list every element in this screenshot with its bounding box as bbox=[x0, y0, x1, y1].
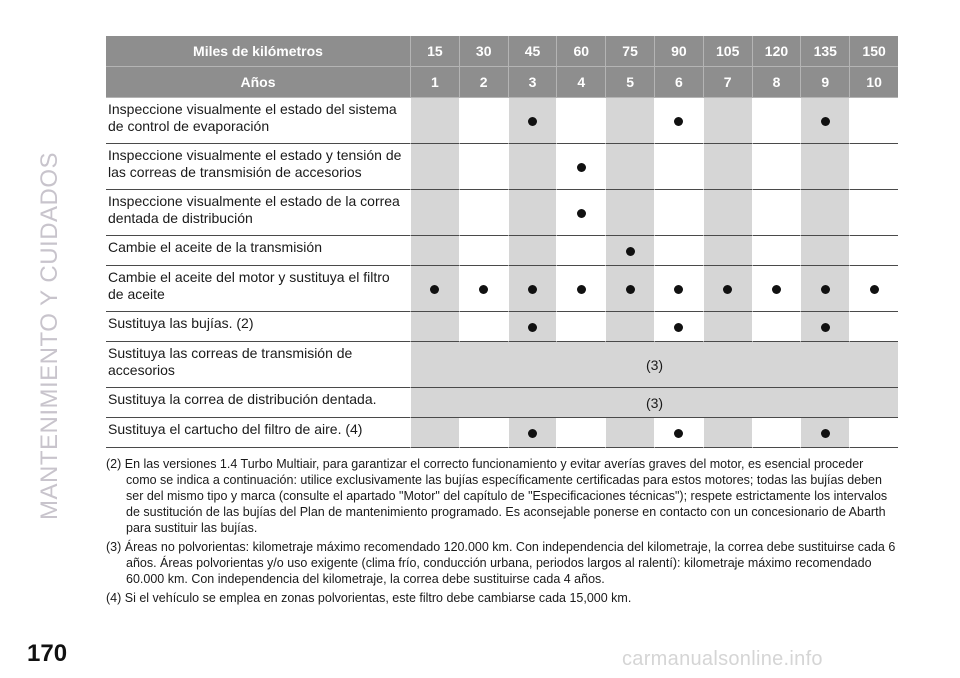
schedule-cell bbox=[605, 418, 654, 448]
header-cell: 30 bbox=[459, 36, 508, 67]
schedule-cell bbox=[849, 236, 898, 266]
schedule-cell bbox=[556, 144, 605, 190]
header-cell: 2 bbox=[459, 67, 508, 98]
service-dot-icon bbox=[577, 285, 586, 294]
service-dot-icon bbox=[674, 429, 683, 438]
schedule-cell bbox=[605, 98, 654, 144]
header-label: Años bbox=[106, 67, 410, 98]
schedule-cell bbox=[752, 266, 801, 312]
schedule-cell bbox=[849, 312, 898, 342]
schedule-cell bbox=[703, 144, 752, 190]
chapter-title: MANTENIMIENTO Y CUIDADOS bbox=[36, 151, 63, 520]
row-label: Inspeccione visualmente el estado del sistema de control de evaporación bbox=[106, 98, 410, 144]
table-row bbox=[106, 312, 898, 342]
schedule-cell bbox=[800, 418, 849, 448]
table-row bbox=[106, 418, 898, 448]
footnote: (2) En las versiones 1.4 Turbo Multiair, para garantizar el correcto funcionamiento y evitar averías graves del motor, es esencial proceder como se indica a continuación: utilice exclusivamente las bujías específicamente certificadas para estos motores; todas las bujías deben ser del mismo tipo y marca (consulte el apartado "Motor" del capítulo de "Especificaciones técnicas"); respete estrictamente los intervalos de sustitución de las bujías del Plan de mantenimiento programado. Es aconsejable ponerse en contacto con un concesionario de Abarth para sustituir las bujías. bbox=[106, 457, 888, 535]
schedule-cell bbox=[410, 266, 459, 312]
service-dot-icon bbox=[821, 323, 830, 332]
service-dot-icon bbox=[674, 285, 683, 294]
header-row bbox=[106, 67, 898, 98]
schedule-cell bbox=[703, 418, 752, 448]
schedule-cell bbox=[654, 266, 703, 312]
footnote: (3) Áreas no polvorientas: kilometraje máximo recomendado 120.000 km. Con independencia del kilometraje, la correa debe sustituirse cada 6 años. Áreas polvorientas y/o uso exigente (clima frío, conducción urbana, periodos largos al ralentí): kilometraje máximo recomendado 60.000 km. Con independencia del kilometraje, la correa debe sustituirse cada 4 años. bbox=[106, 540, 896, 586]
schedule-cell bbox=[605, 144, 654, 190]
service-dot-icon bbox=[821, 285, 830, 294]
service-dot-icon bbox=[821, 429, 830, 438]
schedule-cell bbox=[508, 312, 557, 342]
row-label: Inspeccione visualmente el estado de la correa dentada de distribución bbox=[106, 190, 410, 236]
schedule-cell bbox=[800, 190, 849, 236]
schedule-cell bbox=[459, 266, 508, 312]
schedule-cell bbox=[459, 190, 508, 236]
header-cell: 75 bbox=[605, 36, 654, 67]
schedule-cell bbox=[508, 236, 557, 266]
table-row bbox=[106, 342, 898, 388]
header-cell: 10 bbox=[849, 67, 898, 98]
schedule-cell bbox=[752, 236, 801, 266]
header-cell: 60 bbox=[556, 36, 605, 67]
service-dot-icon bbox=[626, 247, 635, 256]
header-label: Miles de kilómetros bbox=[106, 36, 410, 67]
row-label: Sustituya la correa de distribución dentada. bbox=[106, 388, 410, 418]
schedule-cell bbox=[849, 144, 898, 190]
schedule-cell bbox=[459, 312, 508, 342]
service-dot-icon bbox=[674, 323, 683, 332]
schedule-cell bbox=[800, 312, 849, 342]
interval-note-cell: (3) bbox=[410, 388, 898, 418]
header-cell: 135 bbox=[800, 36, 849, 67]
header-cell: 4 bbox=[556, 67, 605, 98]
schedule-cell bbox=[508, 266, 557, 312]
table-row bbox=[106, 266, 898, 312]
schedule-cell bbox=[752, 98, 801, 144]
watermark: carmanualsonline.info bbox=[622, 648, 823, 670]
schedule-cell bbox=[556, 418, 605, 448]
schedule-cell bbox=[556, 312, 605, 342]
footnotes bbox=[106, 456, 896, 609]
schedule-cell bbox=[800, 144, 849, 190]
service-dot-icon bbox=[821, 117, 830, 126]
schedule-cell bbox=[508, 98, 557, 144]
row-label: Inspeccione visualmente el estado y tensión de las correas de transmisión de accesorios bbox=[106, 144, 410, 190]
schedule-cell bbox=[703, 190, 752, 236]
schedule-cell bbox=[654, 418, 703, 448]
table-header bbox=[106, 36, 898, 98]
table-row bbox=[106, 98, 898, 144]
schedule-cell bbox=[410, 98, 459, 144]
schedule-cell bbox=[849, 98, 898, 144]
row-label: Cambie el aceite de la transmisión bbox=[106, 236, 410, 266]
schedule-cell bbox=[654, 236, 703, 266]
service-dot-icon bbox=[723, 285, 732, 294]
schedule-cell bbox=[605, 190, 654, 236]
header-cell: 150 bbox=[849, 36, 898, 67]
schedule-cell bbox=[849, 266, 898, 312]
service-dot-icon bbox=[870, 285, 879, 294]
schedule-cell bbox=[556, 266, 605, 312]
row-label: Sustituya las bujías. (2) bbox=[106, 312, 410, 342]
schedule-cell bbox=[410, 418, 459, 448]
table-row bbox=[106, 236, 898, 266]
schedule-cell bbox=[459, 418, 508, 448]
schedule-cell bbox=[703, 98, 752, 144]
row-label: Sustituya las correas de transmisión de accesorios bbox=[106, 342, 410, 388]
schedule-cell bbox=[459, 98, 508, 144]
schedule-cell bbox=[800, 98, 849, 144]
service-dot-icon bbox=[479, 285, 488, 294]
interval-note-cell: (3) bbox=[410, 342, 898, 388]
header-cell: 8 bbox=[752, 67, 801, 98]
schedule-cell bbox=[752, 190, 801, 236]
header-cell: 120 bbox=[752, 36, 801, 67]
table-row bbox=[106, 388, 898, 418]
schedule-cell bbox=[654, 312, 703, 342]
schedule-cell bbox=[459, 236, 508, 266]
schedule-cell bbox=[849, 190, 898, 236]
table-row bbox=[106, 190, 898, 236]
header-cell: 90 bbox=[654, 36, 703, 67]
service-dot-icon bbox=[430, 285, 439, 294]
header-cell: 3 bbox=[508, 67, 557, 98]
schedule-cell bbox=[459, 144, 508, 190]
service-dot-icon bbox=[626, 285, 635, 294]
schedule-cell bbox=[654, 190, 703, 236]
service-dot-icon bbox=[528, 323, 537, 332]
service-dot-icon bbox=[674, 117, 683, 126]
schedule-cell bbox=[654, 98, 703, 144]
schedule-cell bbox=[654, 144, 703, 190]
row-label: Sustituya el cartucho del filtro de aire. (4) bbox=[106, 418, 410, 448]
schedule-cell bbox=[410, 190, 459, 236]
service-dot-icon bbox=[528, 117, 537, 126]
header-cell: 5 bbox=[605, 67, 654, 98]
header-cell: 1 bbox=[410, 67, 459, 98]
header-cell: 9 bbox=[800, 67, 849, 98]
schedule-cell bbox=[703, 312, 752, 342]
schedule-cell bbox=[508, 190, 557, 236]
schedule-cell bbox=[752, 312, 801, 342]
schedule-cell bbox=[752, 144, 801, 190]
schedule-cell bbox=[605, 312, 654, 342]
footnote: (4) Si el vehículo se emplea en zonas polvorientas, este filtro debe cambiarse cada 15,000 km. bbox=[106, 591, 632, 605]
page-number: 170 bbox=[27, 640, 68, 667]
header-cell: 15 bbox=[410, 36, 459, 67]
service-dot-icon bbox=[528, 285, 537, 294]
schedule-cell bbox=[410, 236, 459, 266]
schedule-cell bbox=[703, 236, 752, 266]
schedule-cell bbox=[849, 418, 898, 448]
header-cell: 45 bbox=[508, 36, 557, 67]
schedule-cell bbox=[703, 266, 752, 312]
schedule-cell bbox=[410, 312, 459, 342]
schedule-cell bbox=[508, 418, 557, 448]
header-cell: 6 bbox=[654, 67, 703, 98]
schedule-cell bbox=[800, 236, 849, 266]
schedule-cell bbox=[508, 144, 557, 190]
schedule-cell bbox=[410, 144, 459, 190]
service-dot-icon bbox=[528, 429, 537, 438]
row-label: Cambie el aceite del motor y sustituya el filtro de aceite bbox=[106, 266, 410, 312]
service-dot-icon bbox=[577, 163, 586, 172]
schedule-cell bbox=[556, 190, 605, 236]
service-dot-icon bbox=[577, 209, 586, 218]
schedule-cell bbox=[556, 98, 605, 144]
maintenance-schedule-table bbox=[106, 36, 898, 448]
header-row bbox=[106, 36, 898, 67]
table-row bbox=[106, 144, 898, 190]
schedule-cell bbox=[605, 236, 654, 266]
header-cell: 105 bbox=[703, 36, 752, 67]
schedule-cell bbox=[556, 236, 605, 266]
schedule-cell bbox=[605, 266, 654, 312]
schedule-cell bbox=[752, 418, 801, 448]
table-body bbox=[106, 98, 898, 448]
header-cell: 7 bbox=[703, 67, 752, 98]
service-dot-icon bbox=[772, 285, 781, 294]
schedule-cell bbox=[800, 266, 849, 312]
